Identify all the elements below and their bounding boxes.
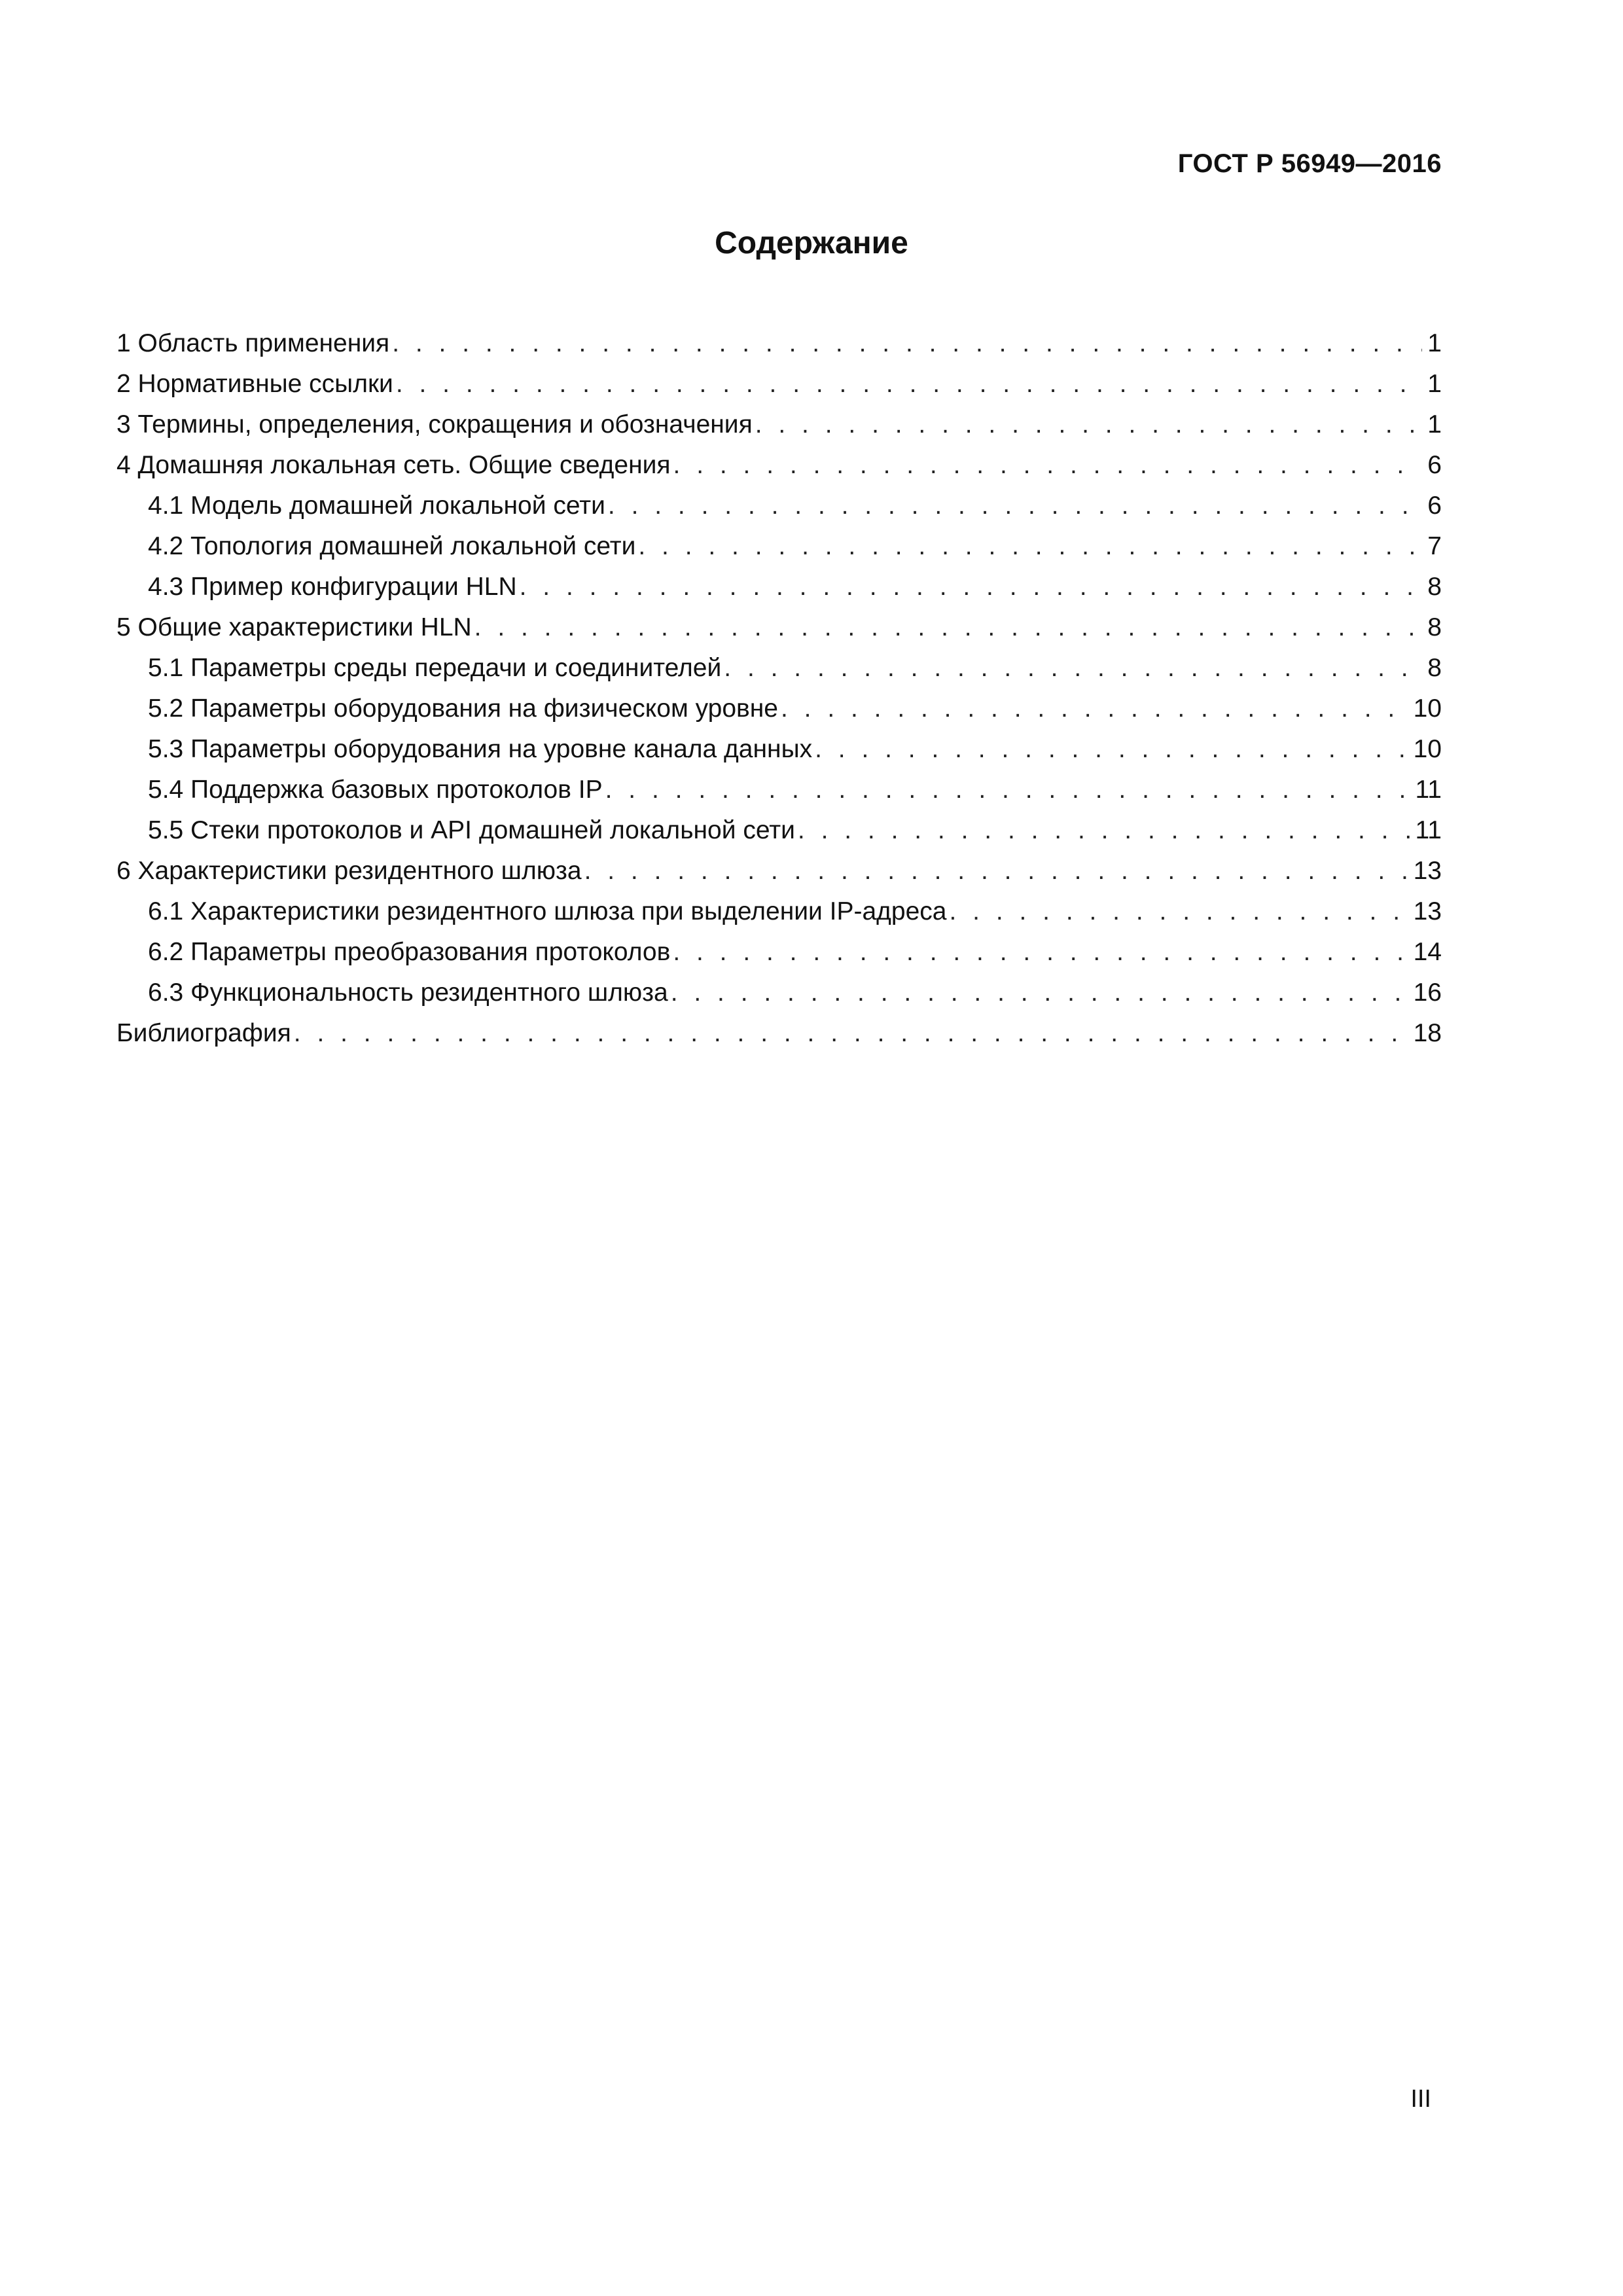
toc-subentry[interactable] <box>148 810 1442 851</box>
toc-entry-page: 8 <box>1427 573 1442 601</box>
toc-entry-page: 1 <box>1427 370 1442 398</box>
toc-dot-leader <box>608 486 1422 526</box>
toc-title: Содержание <box>715 226 908 260</box>
toc-dot-leader <box>605 770 1410 810</box>
toc-dot-leader <box>392 323 1422 364</box>
toc-dot-leader <box>781 689 1408 729</box>
toc-entry[interactable] <box>116 607 1442 648</box>
toc-entry[interactable] <box>116 323 1442 364</box>
toc-entry-label: 2 Нормативные ссылки <box>116 370 393 398</box>
toc-entry-page: 8 <box>1427 654 1442 682</box>
toc-entry-page: 1 <box>1427 329 1442 357</box>
toc-entry-label: 5.3 Параметры оборудования на уровне канала данных <box>148 735 813 763</box>
toc-dot-leader <box>949 891 1408 932</box>
toc-dot-leader <box>673 445 1422 486</box>
toc-entry-label: 1 Область применения <box>116 329 390 357</box>
toc-entry-label: 6.2 Параметры преобразования протоколов <box>148 938 671 966</box>
toc-entry[interactable] <box>116 364 1442 404</box>
toc-subentry[interactable] <box>148 526 1442 567</box>
document-code: ГОСТ Р 56949—2016 <box>1177 149 1442 178</box>
toc-dot-leader <box>671 973 1408 1013</box>
toc-entry-label: 5.1 Параметры среды передачи и соединителей <box>148 654 722 682</box>
toc-subentry[interactable] <box>148 567 1442 607</box>
toc-entry-page: 10 <box>1413 694 1442 723</box>
toc-dot-leader <box>798 810 1410 851</box>
toc-subentry[interactable] <box>148 770 1442 810</box>
toc-dot-leader <box>724 648 1422 689</box>
toc-entry-page: 13 <box>1413 857 1442 885</box>
toc-entry-page: 8 <box>1427 613 1442 641</box>
toc-entry-page: 11 <box>1415 816 1442 844</box>
toc-entry[interactable] <box>116 404 1442 445</box>
toc-entry-label: Библиография <box>116 1019 291 1047</box>
toc-entry-label: 6.3 Функциональность резидентного шлюза <box>148 978 668 1007</box>
toc-entry-label: 6.1 Характеристики резидентного шлюза при выделении IP-адреса <box>148 897 947 925</box>
toc-entry[interactable] <box>116 1013 1442 1054</box>
toc-entry-page: 7 <box>1427 532 1442 560</box>
toc-dot-leader <box>584 851 1408 891</box>
page-number: III <box>1410 2085 1431 2113</box>
toc-entry-page: 13 <box>1413 897 1442 925</box>
toc-entry-page: 11 <box>1415 776 1442 804</box>
toc-entry-label: 4.3 Пример конфигурации HLN <box>148 573 517 601</box>
toc-dot-leader <box>673 932 1408 973</box>
toc-dot-leader <box>755 404 1422 445</box>
toc-dot-leader <box>474 607 1422 648</box>
toc-subentry[interactable] <box>148 689 1442 729</box>
toc-entry-label: 5.5 Стеки протоколов и API домашней локальной сети <box>148 816 795 844</box>
toc-entry-label: 6 Характеристики резидентного шлюза <box>116 857 582 885</box>
toc-entry-label: 5 Общие характеристики HLN <box>116 613 472 641</box>
toc-dot-leader <box>294 1013 1408 1054</box>
toc-entry-page: 16 <box>1413 978 1442 1007</box>
toc-subentry[interactable] <box>148 973 1442 1013</box>
toc-entry-page: 1 <box>1427 410 1442 439</box>
toc-subentry[interactable] <box>148 932 1442 973</box>
toc-entry-page: 14 <box>1413 938 1442 966</box>
toc-entry-page: 6 <box>1427 451 1442 479</box>
toc-entry-label: 4 Домашняя локальная сеть. Общие сведения <box>116 451 671 479</box>
toc-dot-leader <box>638 526 1422 567</box>
toc-entry-label: 3 Термины, определения, сокращения и обозначения <box>116 410 753 439</box>
toc-entry-page: 10 <box>1413 735 1442 763</box>
toc-dot-leader <box>815 729 1408 770</box>
toc-entry[interactable] <box>116 851 1442 891</box>
toc-entry-page: 6 <box>1427 492 1442 520</box>
toc-subentry[interactable] <box>148 486 1442 526</box>
toc-subentry[interactable] <box>148 648 1442 689</box>
toc-subentry[interactable] <box>148 729 1442 770</box>
toc-dot-leader <box>396 364 1422 404</box>
toc-entry-label: 5.4 Поддержка базовых протоколов IP <box>148 776 603 804</box>
toc-entry-label: 4.1 Модель домашней локальной сети <box>148 492 605 520</box>
toc-entry-page: 18 <box>1413 1019 1442 1047</box>
toc-entry-label: 4.2 Топология домашней локальной сети <box>148 532 636 560</box>
toc-entry[interactable] <box>116 445 1442 486</box>
toc-dot-leader <box>520 567 1422 607</box>
toc-entry-label: 5.2 Параметры оборудования на физическом уровне <box>148 694 778 723</box>
toc-subentry[interactable] <box>148 891 1442 932</box>
